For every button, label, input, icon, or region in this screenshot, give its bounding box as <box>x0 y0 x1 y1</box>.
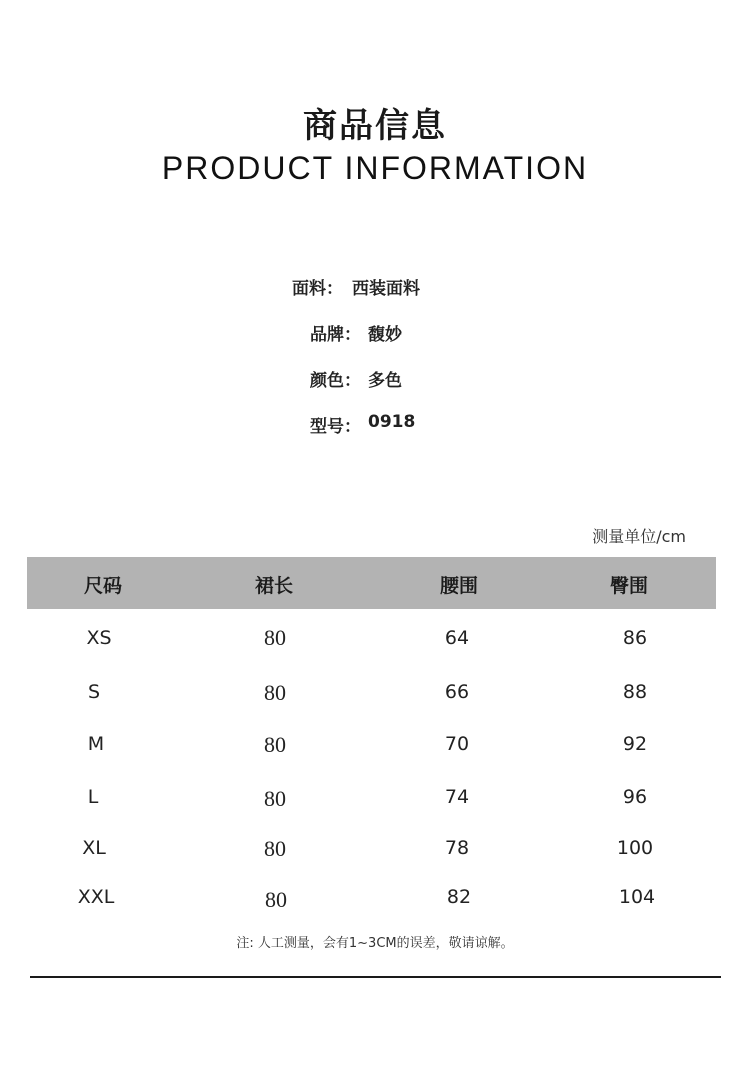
cell-hip: 104 <box>618 886 656 908</box>
cell-length: 80 <box>264 732 286 757</box>
cell-length: 80 <box>264 786 286 811</box>
measurement-unit: 测量单位/cm <box>592 527 686 546</box>
info-value: 0918 <box>368 412 416 432</box>
page-title-cn: 商品信息 <box>303 106 447 146</box>
cell-length: 80 <box>265 887 287 912</box>
info-label: 颜色： <box>310 371 361 391</box>
cell-size: XXL <box>77 886 115 908</box>
size-table-header <box>27 557 716 609</box>
cell-size: XL <box>82 837 106 859</box>
cell-length: 80 <box>264 680 286 705</box>
cell-waist: 64 <box>444 627 470 649</box>
header-waist: 腰围 <box>439 575 479 597</box>
cell-waist: 66 <box>444 681 470 703</box>
info-label: 面料： <box>292 279 343 299</box>
cell-size: XS <box>86 627 112 649</box>
cell-length: 80 <box>264 836 286 861</box>
header-size: 尺码 <box>83 575 123 597</box>
header-length: 裙长 <box>254 575 294 597</box>
cell-size: S <box>87 681 101 703</box>
cell-waist: 74 <box>444 786 470 808</box>
info-label: 型号： <box>310 417 361 437</box>
header-hip: 臀围 <box>609 575 649 597</box>
cell-hip: 86 <box>622 627 648 649</box>
cell-waist: 78 <box>444 837 470 859</box>
measurement-note: 注: 人工测量，会有1~3CM的误差，敬请谅解。 <box>236 936 514 951</box>
cell-length: 80 <box>264 625 286 650</box>
cell-hip: 88 <box>622 681 648 703</box>
cell-hip: 100 <box>616 837 654 859</box>
cell-size: L <box>87 786 99 808</box>
cell-waist: 70 <box>444 733 470 755</box>
divider <box>30 976 721 978</box>
cell-hip: 96 <box>622 786 648 808</box>
info-value: 馥妙 <box>368 325 402 345</box>
info-value: 西装面料 <box>352 279 420 299</box>
info-label: 品牌： <box>310 325 361 345</box>
cell-size: M <box>87 733 105 755</box>
cell-hip: 92 <box>622 733 648 755</box>
cell-waist: 82 <box>446 886 472 908</box>
info-value: 多色 <box>368 371 402 391</box>
page-title-en: PRODUCT INFORMATION <box>161 150 589 186</box>
